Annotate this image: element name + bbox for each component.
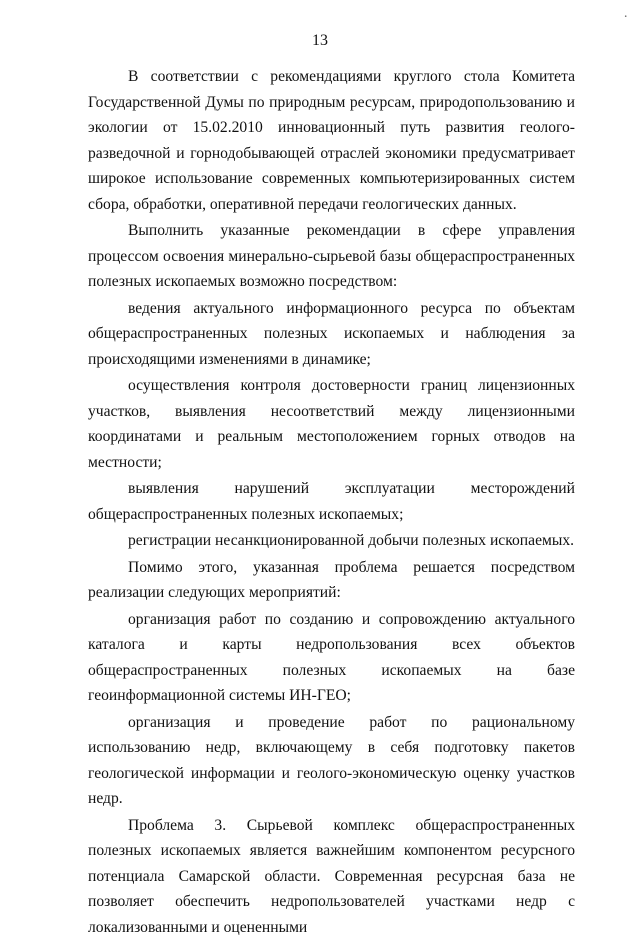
paragraph-problem-3: Проблема 3. Сырьевой комплекс общераспространенных полезных ископаемых является важнейшим компонентом ресурсного потенциала Самарской области. Современная ресурсная база не позволяет обеспечить недропользователей участками недр с локализованными и оцененными: [88, 813, 575, 940]
list-item-illegal-mining: регистрации несанкционированной добычи полезных ископаемых.: [88, 528, 575, 554]
page-number: 13: [0, 31, 640, 51]
corner-mark: ·: [623, 10, 628, 26]
list-item-catalog-map: организация работ по созданию и сопровождению актуального каталога и карты недропользования всех объектов общераспространенных полезных ископаемых на базе геоинформационной системы ИН-ГЕО;: [88, 607, 575, 709]
list-item-boundary-control: осуществления контроля достоверности границ лицензионных участков, выявления несоответствий между лицензионными координатами и реальным местоположением горных отводов на местности;: [88, 373, 575, 475]
list-item-violations: выявления нарушений эксплуатации месторождений общераспространенных полезных ископаемых;: [88, 476, 575, 527]
paragraph-measures: Помимо этого, указанная проблема решается посредством реализации следующих мероприятий:: [88, 555, 575, 606]
paragraph-intro: В соответствии с рекомендациями круглого стола Комитета Государственной Думы по природным ресурсам, природопользованию и экологии от 15.02.2010 инновационный путь развития геолого-разведочной и горнодобывающей отраслей экономики предусматривает широкое использование современных компьютеризированных систем сбора, обработки, оперативной передачи геологических данных.: [88, 64, 575, 217]
list-item-information-resource: ведения актуального информационного ресурса по объектам общераспространенных полезных ископаемых и наблюдения за происходящими изменениями в динамике;: [88, 296, 575, 373]
paragraph-recommendations: Выполнить указанные рекомендации в сфере управления процессом освоения минерально-сырьевой базы общераспространенных полезных ископаемых возможно посредством:: [88, 218, 575, 295]
document-body: [88, 64, 575, 940]
list-item-rational-use: организация и проведение работ по рациональному использованию недр, включающему в себя подготовку пакетов геологической информации и геолого-экономическую оценку участков недр.: [88, 710, 575, 812]
